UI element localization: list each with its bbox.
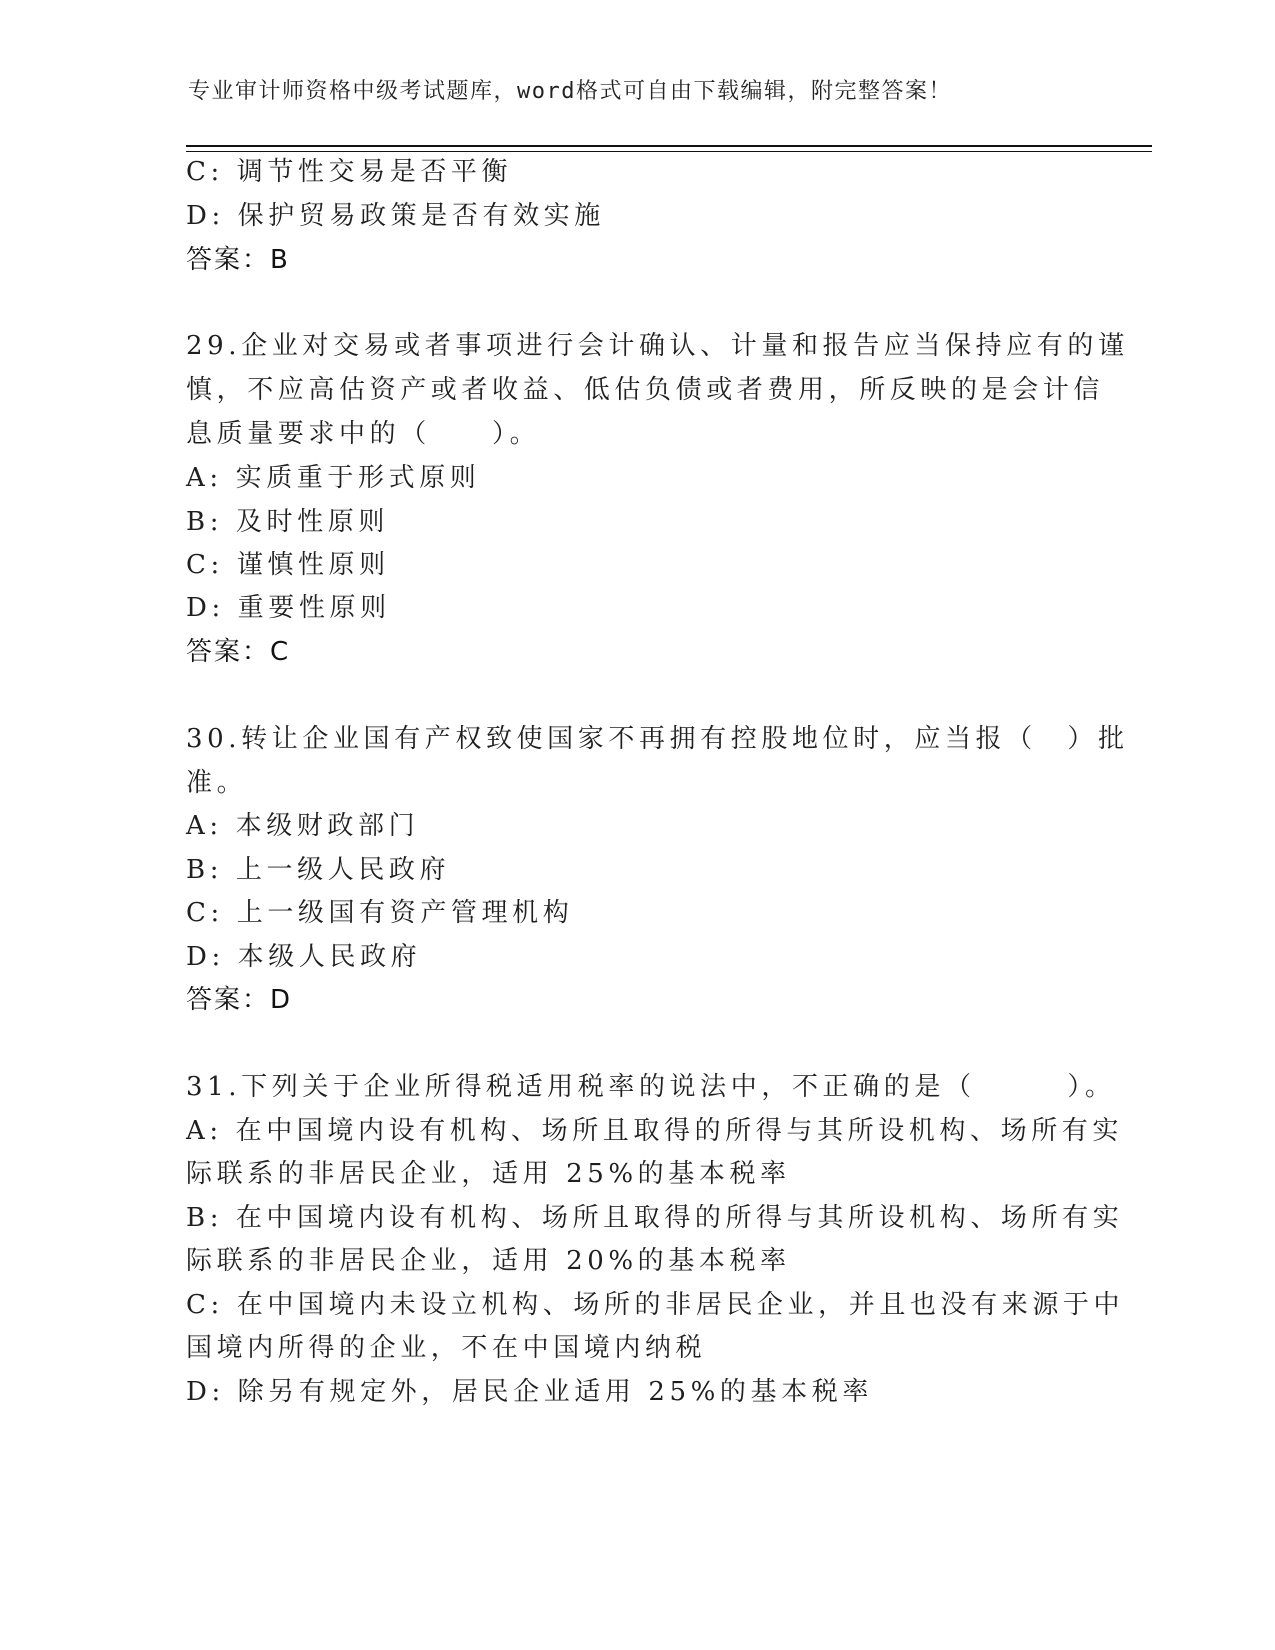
q28-option-d: D: 保护贸易政策是否有效实施	[186, 201, 605, 231]
q29-option-c: C: 谨慎性原则	[186, 550, 390, 580]
q30-option-b: B: 上一级人民政府	[186, 855, 451, 885]
q31-stem-line-1: 31.下列关于企业所得税适用税率的说法中，不正确的是（ ）。	[186, 1072, 1116, 1102]
q31-option-c-line-1: C: 在中国境内未设立机构、场所的非居民企业，并且也没有来源于中	[186, 1290, 1125, 1320]
q30-option-a: A: 本级财政部门	[186, 811, 420, 841]
header-rule-thin	[186, 151, 1152, 152]
q30-answer: 答案：D	[186, 985, 293, 1015]
q31-option-a-line-1: A: 在中国境内设有机构、场所且取得的所得与其所设机构、场所有实	[186, 1116, 1124, 1146]
q29-option-b: B: 及时性原则	[186, 507, 389, 537]
q29-answer: 答案：C	[186, 637, 291, 667]
q31-option-c-line-2: 国境内所得的企业，不在中国境内纳税	[186, 1333, 707, 1363]
q29-option-a: A: 实质重于形式原则	[186, 463, 481, 493]
q29-stem-line-1: 29.企业对交易或者事项进行会计确认、计量和报告应当保持应有的谨	[186, 331, 1129, 361]
page-header: 专业审计师资格中级考试题库，word格式可自由下载编辑，附完整答案！	[188, 79, 952, 104]
q30-stem-line-2: 准。	[186, 768, 248, 798]
q30-stem-line-1: 30.转让企业国有产权致使国家不再拥有控股地位时，应当报（ ）批	[186, 724, 1129, 754]
q29-stem-line-3: 息质量要求中的（ ）。	[186, 419, 541, 449]
q29-stem-line-2: 慎，不应高估资产或者收益、低估负债或者费用，所反映的是会计信	[186, 375, 1105, 405]
q30-option-c: C: 上一级国有资产管理机构	[186, 898, 574, 928]
q31-option-b-line-2: 际联系的非居民企业，适用 20%的基本税率	[186, 1246, 791, 1276]
q28-answer: 答案：B	[186, 245, 290, 275]
header-rule-thick	[186, 145, 1152, 147]
q31-option-b-line-1: B: 在中国境内设有机构、场所且取得的所得与其所设机构、场所有实	[186, 1203, 1124, 1233]
q29-option-d: D: 重要性原则	[186, 593, 391, 623]
q31-option-a-line-2: 际联系的非居民企业，适用 25%的基本税率	[186, 1159, 791, 1189]
q31-option-d: D: 除另有规定外，居民企业适用 25%的基本税率	[186, 1377, 873, 1407]
q30-option-d: D: 本级人民政府	[186, 942, 422, 972]
q28-option-c: C: 调节性交易是否平衡	[186, 157, 513, 187]
